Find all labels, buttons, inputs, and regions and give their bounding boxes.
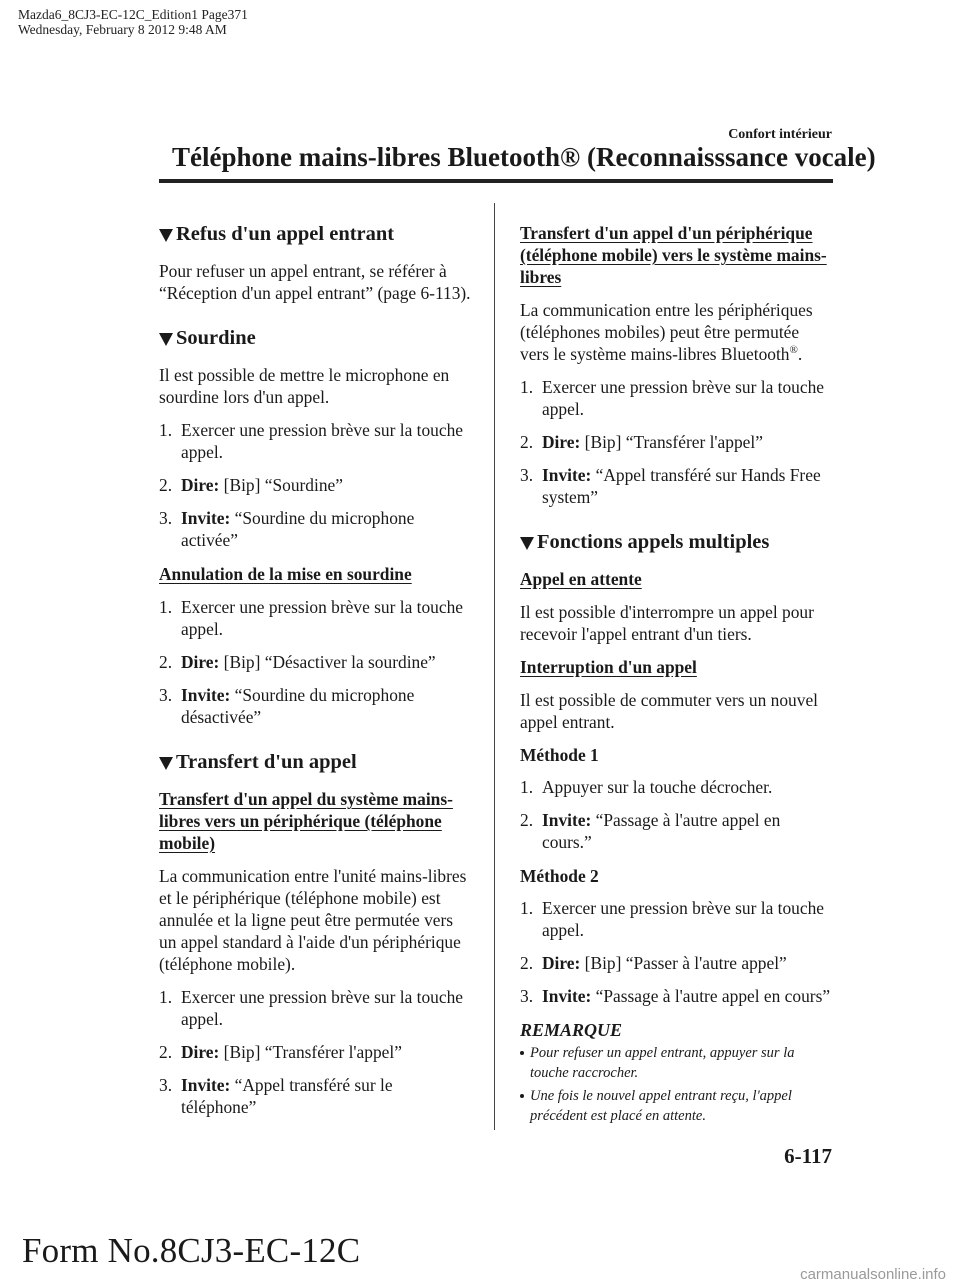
step-item bbox=[520, 952, 832, 974]
step-label: Invite: bbox=[181, 508, 231, 528]
triangle-bullet-icon bbox=[520, 537, 534, 550]
step-item bbox=[159, 1041, 471, 1063]
heading-sourdine-text: Sourdine bbox=[176, 327, 256, 349]
step-text: “Appel transféré sur Hands Free system” bbox=[542, 465, 821, 507]
step-item bbox=[159, 474, 471, 496]
triangle-bullet-icon bbox=[159, 333, 173, 346]
print-metadata-file: Mazda6_8CJ3-EC-12C_Edition1 Page371 bbox=[18, 7, 248, 22]
step-item bbox=[520, 464, 832, 508]
step-item bbox=[159, 419, 471, 463]
site-watermark: carmanualsonline.info bbox=[800, 1266, 946, 1283]
methode-2-label: Méthode 2 bbox=[520, 866, 599, 886]
step-label: Dire: bbox=[542, 953, 581, 973]
refus-paragraph: Pour refuser un appel entrant, se référer à “Réception d'un appel entrant” (page 6-113). bbox=[159, 261, 471, 303]
step-item bbox=[159, 596, 471, 640]
step-label: Dire: bbox=[181, 652, 220, 672]
step-text: [Bip] “Sourdine” bbox=[223, 475, 343, 495]
attente-subheading: Appel en attente bbox=[520, 569, 642, 589]
step-number: 1. bbox=[159, 597, 173, 617]
print-metadata bbox=[18, 7, 248, 37]
note-item: Pour refuser un appel entrant, appuyer sur la touche raccrocher. bbox=[520, 1043, 832, 1083]
step-text: Exercer une pression brève sur la touche appel. bbox=[181, 597, 463, 639]
step-number: 2. bbox=[159, 652, 173, 672]
step-number: 2. bbox=[520, 953, 534, 973]
step-label: Dire: bbox=[181, 1042, 220, 1062]
remarque-heading: REMARQUE bbox=[520, 1020, 623, 1040]
step-item bbox=[159, 986, 471, 1030]
page-title: Téléphone mains-libres Bluetooth® (Reconnaisssance vocale) bbox=[172, 142, 876, 172]
sourdine-paragraph: Il est possible de mettre le microphone en sourdine lors d'un appel. bbox=[159, 365, 450, 407]
step-label: Invite: bbox=[542, 810, 592, 830]
step-text: “Sourdine du microphone désactivée” bbox=[181, 685, 415, 727]
step-item bbox=[159, 684, 471, 728]
step-text: [Bip] “Transférer l'appel” bbox=[223, 1042, 402, 1062]
step-label: Invite: bbox=[181, 1075, 231, 1095]
step-number: 2. bbox=[159, 475, 173, 495]
step-text: Exercer une pression brève sur la touche appel. bbox=[542, 898, 824, 940]
step-number: 3. bbox=[159, 1075, 173, 1095]
step-item bbox=[520, 431, 832, 453]
step-item bbox=[520, 376, 832, 420]
methode-1-steps bbox=[520, 776, 832, 853]
column-divider bbox=[494, 203, 495, 1130]
step-text: Exercer une pression brève sur la touche appel. bbox=[542, 377, 824, 419]
transfert2-text: La communication entre les périphériques (téléphones mobiles) peut être permutée vers le système mains-libres Bluetooth bbox=[520, 300, 813, 364]
step-label: Dire: bbox=[181, 475, 220, 495]
annulation-steps bbox=[159, 596, 471, 728]
triangle-bullet-icon bbox=[159, 229, 173, 242]
print-metadata-date: Wednesday, February 8 2012 9:48 AM bbox=[18, 22, 227, 37]
page-number: 6-117 bbox=[784, 1144, 832, 1168]
step-number: 3. bbox=[159, 685, 173, 705]
step-number: 2. bbox=[520, 432, 534, 452]
heading-transfert bbox=[159, 750, 471, 774]
step-number: 3. bbox=[520, 986, 534, 1006]
step-number: 1. bbox=[520, 898, 534, 918]
step-text: “Sourdine du microphone activée” bbox=[181, 508, 415, 550]
heading-refus-text: Refus d'un appel entrant bbox=[176, 223, 395, 245]
section-label: Confort intérieur bbox=[728, 127, 832, 142]
attente-paragraph: Il est possible d'interrompre un appel pour recevoir l'appel entrant d'un tiers. bbox=[520, 602, 814, 644]
step-item bbox=[520, 897, 832, 941]
step-number: 1. bbox=[520, 777, 534, 797]
heading-transfert-text: Transfert d'un appel bbox=[176, 751, 357, 773]
heading-multiples bbox=[520, 530, 832, 554]
registered-mark: ® bbox=[789, 344, 798, 357]
transfert2-subheading: Transfert d'un appel d'un périphérique (téléphone mobile) vers le système mains-libres bbox=[520, 223, 827, 287]
transfert2-text-end: . bbox=[797, 344, 803, 364]
step-label: Invite: bbox=[542, 986, 592, 1006]
right-column bbox=[520, 222, 832, 1129]
interruption-subheading: Interruption d'un appel bbox=[520, 657, 697, 677]
step-number: 2. bbox=[159, 1042, 173, 1062]
step-item bbox=[520, 776, 832, 798]
methode-1-label: Méthode 1 bbox=[520, 745, 599, 765]
step-text: “Appel transféré sur le téléphone” bbox=[181, 1075, 393, 1117]
step-text: Exercer une pression brève sur la touche appel. bbox=[181, 420, 463, 462]
step-text: [Bip] “Désactiver la sourdine” bbox=[223, 652, 436, 672]
step-number: 1. bbox=[159, 420, 173, 440]
step-text: Appuyer sur la touche décrocher. bbox=[542, 777, 773, 797]
heading-refus bbox=[159, 222, 471, 246]
step-item bbox=[159, 1074, 471, 1118]
step-number: 3. bbox=[520, 465, 534, 485]
step-text: [Bip] “Transférer l'appel” bbox=[584, 432, 763, 452]
step-number: 2. bbox=[520, 810, 534, 830]
transfert2-steps bbox=[520, 376, 832, 508]
triangle-bullet-icon bbox=[159, 757, 173, 770]
step-text: Exercer une pression brève sur la touche appel. bbox=[181, 987, 463, 1029]
step-number: 3. bbox=[159, 508, 173, 528]
step-item bbox=[520, 985, 832, 1007]
left-column bbox=[159, 222, 471, 1130]
annulation-subheading: Annulation de la mise en sourdine bbox=[159, 564, 412, 584]
transfert-paragraph: La communication entre l'unité mains-libres et le périphérique (téléphone mobile) est annulée et la ligne peut être permutée vers un appel standard à l'aide d'un périphérique (téléphone mobile). bbox=[159, 866, 467, 974]
interruption-paragraph: Il est possible de commuter vers un nouvel appel entrant. bbox=[520, 690, 818, 732]
transfert2-paragraph bbox=[520, 299, 832, 365]
heading-sourdine bbox=[159, 326, 471, 350]
step-item bbox=[520, 809, 832, 853]
step-text: “Passage à l'autre appel en cours” bbox=[595, 986, 831, 1006]
remarque-list bbox=[520, 1043, 832, 1126]
step-item bbox=[159, 507, 471, 551]
heading-multiples-text: Fonctions appels multiples bbox=[537, 531, 770, 553]
step-number: 1. bbox=[159, 987, 173, 1007]
step-label: Invite: bbox=[181, 685, 231, 705]
step-text: [Bip] “Passer à l'autre appel” bbox=[584, 953, 787, 973]
title-rule bbox=[159, 179, 833, 183]
step-item bbox=[159, 651, 471, 673]
transfert-subheading: Transfert d'un appel du système mains-libres vers un périphérique (téléphone mobile) bbox=[159, 789, 453, 853]
methode-2-steps bbox=[520, 897, 832, 1007]
step-number: 1. bbox=[520, 377, 534, 397]
note-item: Une fois le nouvel appel entrant reçu, l'appel précédent est placé en attente. bbox=[520, 1086, 832, 1126]
step-label: Dire: bbox=[542, 432, 581, 452]
transfert-steps bbox=[159, 986, 471, 1118]
step-text: “Passage à l'autre appel en cours.” bbox=[542, 810, 781, 852]
form-number: Form No.8CJ3-EC-12C bbox=[22, 1231, 361, 1270]
sourdine-steps bbox=[159, 419, 471, 551]
step-label: Invite: bbox=[542, 465, 592, 485]
